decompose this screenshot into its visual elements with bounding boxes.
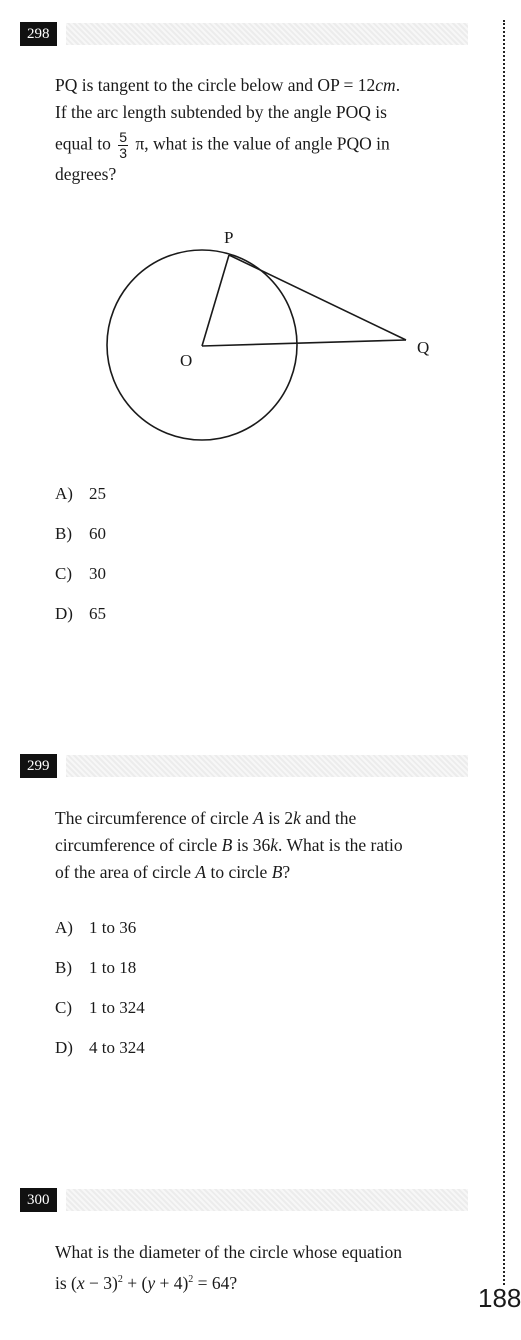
choice-b[interactable]: B) 1 to 18 bbox=[55, 958, 137, 977]
choice-a[interactable]: A) 1 to 36 bbox=[55, 918, 137, 937]
q299-line-1: The circumference of circle A is 2k and the bbox=[55, 808, 357, 828]
question-number-299: 299 bbox=[20, 754, 57, 778]
question-header-bar bbox=[66, 755, 468, 777]
q298-line-3: equal to $\frac{5}{3}$ π, what is the value of angle PQO in bbox=[55, 129, 390, 161]
question-number-298: 298 bbox=[20, 22, 57, 46]
q299-choices bbox=[55, 908, 145, 1068]
question-300-text bbox=[55, 1239, 470, 1297]
choice-d[interactable]: D) 4 to 324 bbox=[55, 1038, 145, 1057]
fraction-five-thirds: $\frac{5}{3}$ bbox=[119, 129, 128, 161]
q299-line-3: of the area of circle A to circle B? bbox=[55, 862, 291, 882]
tangent-pq bbox=[229, 255, 406, 340]
question-298-text bbox=[55, 72, 470, 188]
segment-oq bbox=[202, 340, 406, 346]
choice-a[interactable]: A) 25 bbox=[55, 484, 106, 503]
q298-line-4: degrees? bbox=[55, 164, 117, 184]
choice-c[interactable]: C) 1 to 324 bbox=[55, 998, 145, 1017]
q300-line-2: is $(x - 3)^2 + (y + 4)^2 = 64$? bbox=[55, 1272, 238, 1293]
column-divider bbox=[503, 20, 505, 1285]
choice-c[interactable]: C) 30 bbox=[55, 564, 106, 583]
question-number-300: 300 bbox=[20, 1188, 57, 1212]
page-number: 188 bbox=[478, 1283, 521, 1313]
q298-line-2: If the arc length subtended by the angle POQ is bbox=[55, 102, 387, 122]
choice-b[interactable]: B) 60 bbox=[55, 524, 106, 543]
radius-op bbox=[202, 255, 229, 346]
q300-line-1: What is the diameter of the circle whose equation bbox=[55, 1242, 402, 1262]
question-299-text bbox=[55, 805, 470, 886]
label-q: Q bbox=[417, 338, 430, 357]
label-o: O bbox=[180, 351, 193, 370]
q298-line-1: PQ is tangent to the circle below and OP = 12cm. bbox=[55, 75, 401, 95]
q298-choices bbox=[55, 474, 106, 634]
question-header-bar bbox=[66, 23, 468, 45]
choice-d[interactable]: D) 65 bbox=[55, 604, 106, 623]
circle-tangent-diagram bbox=[0, 225, 510, 455]
label-p: P bbox=[224, 228, 234, 247]
question-header-bar bbox=[66, 1189, 468, 1211]
q299-line-2: circumference of circle B is 36k. What is the ratio bbox=[55, 835, 403, 855]
